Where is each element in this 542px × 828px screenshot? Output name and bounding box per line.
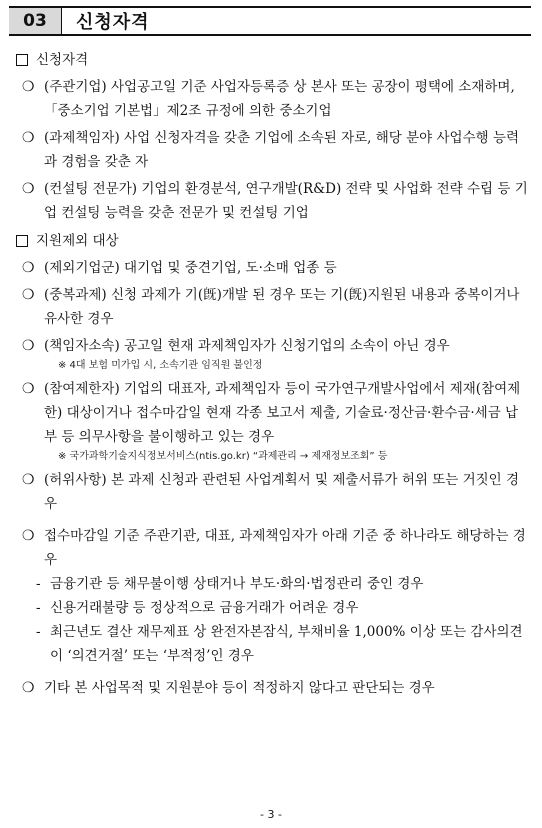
circle-bullet-icon: ❍ xyxy=(22,79,35,95)
circle-bullet-icon: ❍ xyxy=(22,287,35,303)
list-item: ❍ (중복과제) 신청 과제가 기(旣)개발 된 경우 또는 기(旣)지원된 내용과 중복이거나 유사한 경우 xyxy=(0,283,542,331)
list-item: ❍ (과제책임자) 사업 신청자격을 갖춘 기업에 소속된 자로, 해당 분야 사업수행 능력과 경험을 갖춘 자 xyxy=(0,126,542,174)
footnote: ※ 4대 보험 미가입 시, 소속기관 임직원 불인정 xyxy=(58,360,263,371)
section-title: 신청자격 xyxy=(76,12,150,33)
checkbox-square-icon xyxy=(16,235,28,247)
list-item: ❍ (참여제한자) 기업의 대표자, 과제책임자 등이 국가연구개발사업에서 제재(참여제한) 대상이거나 접수마감일 현재 각종 보고서 제출, 기술료·정산금·환수금·세금 납부 등 의무사항을 불이행하고 있는 경우 xyxy=(0,377,542,449)
list-item: ❍ (주관기업) 사업공고일 기준 사업자등록증 상 본사 또는 공장이 평택에 소재하며,「중소기업 기본법」제2조 규정에 의한 중소기업 xyxy=(0,75,542,123)
circle-bullet-icon: ❍ xyxy=(22,181,35,197)
page-number: - 3 - xyxy=(260,808,282,821)
section-header xyxy=(9,6,531,36)
circle-bullet-icon: ❍ xyxy=(22,381,35,397)
dash-bullet: - xyxy=(36,624,41,640)
circle-bullet-icon: ❍ xyxy=(22,680,35,696)
circle-bullet-icon: ❍ xyxy=(22,338,35,354)
section-number: 03 xyxy=(9,8,62,34)
checkbox-square-icon xyxy=(16,54,28,66)
circle-bullet-icon: ❍ xyxy=(22,260,35,276)
footnote: ※ 국가과학기술지식정보서비스(ntis.go.kr) “과제관리 → 제재정보조회” 등 xyxy=(58,451,388,462)
subsection-heading: 신청자격 xyxy=(16,48,542,72)
document-body xyxy=(0,44,542,700)
list-item: ❍ (제외기업군) 대기업 및 중견기업, 도·소매 업종 등 xyxy=(0,256,542,280)
dash-item: - 금융기관 등 채무불이행 상태거나 부도·화의·법정관리 중인 경우 xyxy=(0,572,542,596)
dash-bullet: - xyxy=(36,600,41,616)
dash-item: - 최근년도 결산 재무제표 상 완전자본잠식, 부채비율 1,000% 이상 또는 감사의견이 ‘의견거절’ 또는 ‘부적정’인 경우 xyxy=(0,620,542,668)
circle-bullet-icon: ❍ xyxy=(22,130,35,146)
list-item: ❍ (책임자소속) 공고일 현재 과제책임자가 신청기업의 소속이 아닌 경우 xyxy=(0,334,542,358)
list-item: ❍ (컨설팅 전문가) 기업의 환경분석, 연구개발(R&D) 전략 및 사업화 전략 수립 등 기업 컨설팅 능력을 갖춘 전문가 및 컨설팅 기업 xyxy=(0,177,542,225)
list-item: ❍ 접수마감일 기준 주관기관, 대표, 과제책임자가 아래 기준 중 하나라도 해당하는 경우 xyxy=(0,524,542,572)
dash-item: - 신용거래불량 등 정상적으로 금융거래가 어려운 경우 xyxy=(0,596,542,620)
list-item: ❍ (허위사항) 본 과제 신청과 관련된 사업계획서 및 제출서류가 허위 또는 거짓인 경우 xyxy=(0,468,542,516)
list-item: ❍ 기타 본 사업목적 및 지원분야 등이 적정하지 않다고 판단되는 경우 xyxy=(0,676,542,700)
dash-bullet: - xyxy=(36,576,41,592)
subsection-heading: 지원제외 대상 xyxy=(16,229,542,253)
circle-bullet-icon: ❍ xyxy=(22,528,35,544)
circle-bullet-icon: ❍ xyxy=(22,472,35,488)
